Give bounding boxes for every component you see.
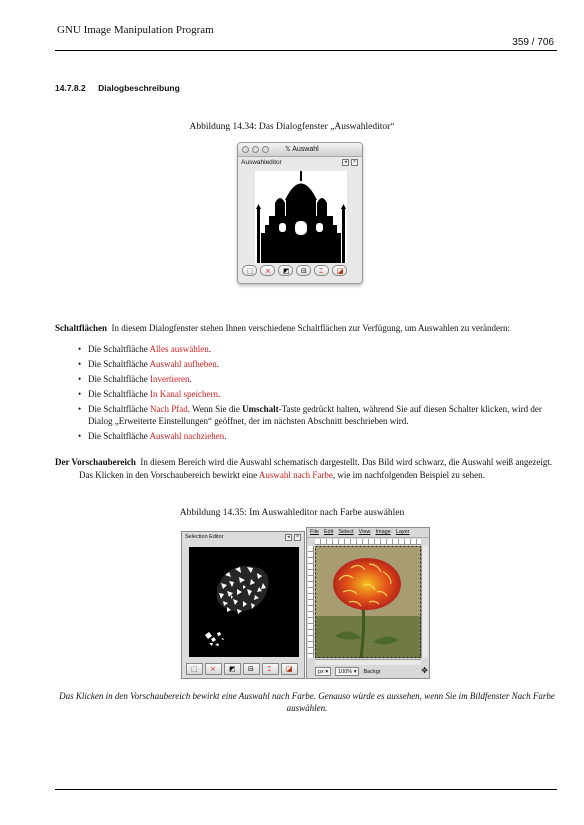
shift-key-label: Umschalt — [242, 404, 279, 414]
path-icon: ⌶ — [267, 665, 272, 673]
button-list — [78, 343, 560, 445]
preview-paragraph: Der Vorschaubereich In diesem Bereich wird die Auswahl schematisch dargestellt. Das Bild wird schwarz, die Auswahl weiß angezeigt. Das Klicken in den Vorschaubereich bewirkt eine Auswahl nach Farbe, wie im nachfolgenden Beispiel zu sehen. — [55, 457, 553, 480]
select-all-button[interactable] — [186, 663, 203, 675]
link-stroke-selection[interactable]: Auswahl nachziehen — [149, 431, 225, 441]
menu-edit[interactable]: Edit — [323, 529, 334, 535]
select-none-button[interactable] — [260, 265, 275, 276]
zoom-select[interactable]: 100% ▾ — [335, 667, 359, 676]
channel-icon: ⊟ — [248, 665, 254, 673]
select-all-icon: ⬚ — [191, 665, 198, 673]
menu-image[interactable]: Image — [375, 529, 391, 535]
invert-icon: ◩ — [229, 665, 236, 673]
menu-view[interactable]: View — [358, 529, 371, 535]
window-minimize-icon[interactable] — [252, 146, 259, 153]
status-bar — [315, 667, 381, 676]
invert-selection-button[interactable] — [224, 663, 241, 675]
auswahl-window — [237, 142, 363, 284]
select-all-button[interactable] — [242, 265, 257, 276]
to-path-button[interactable] — [262, 663, 279, 675]
image-menubar — [307, 528, 429, 538]
link-select-by-color[interactable]: Auswahl nach Farbe — [258, 470, 333, 480]
vertical-ruler[interactable] — [308, 546, 314, 658]
page-number: 359 / 706 — [512, 37, 554, 48]
selection-button-row — [242, 265, 347, 276]
section-heading — [55, 83, 180, 93]
list-item: • Die Schaltfläche In Kanal speichern. — [78, 388, 560, 400]
invert-icon: ◩ — [283, 267, 290, 275]
invert-selection-button[interactable] — [278, 265, 293, 276]
horizontal-ruler[interactable] — [315, 539, 421, 545]
window-close-icon[interactable] — [242, 146, 249, 153]
link-to-path[interactable]: Nach Pfad — [149, 404, 188, 414]
select-none-icon: × — [265, 267, 271, 275]
window-title: Auswahl — [292, 146, 319, 153]
menu-file[interactable]: File — [310, 529, 319, 535]
to-path-button[interactable] — [314, 265, 329, 276]
footer-rule — [55, 789, 557, 790]
vertical-scrollbar[interactable] — [421, 546, 428, 658]
stroke-icon: ◪ — [337, 267, 344, 275]
save-to-channel-button[interactable] — [243, 663, 260, 675]
list-item: • Die Schaltfläche Alles auswählen. — [78, 343, 560, 355]
dock-close-icon[interactable]: × — [351, 159, 358, 166]
stroke-selection-button[interactable] — [332, 265, 347, 276]
preview-label: Der Vorschaubereich — [55, 457, 136, 467]
running-header-title: GNU Image Manipulation Program — [57, 24, 214, 36]
selection-editor-dock — [181, 531, 305, 679]
list-item: • Die Schaltfläche Invertieren. — [78, 373, 560, 385]
unit-select[interactable]: px ▾ — [315, 667, 331, 676]
dock-menu-icon[interactable]: ◂ — [285, 534, 292, 541]
channel-icon: ⊟ — [301, 267, 307, 275]
buttons-paragraph — [55, 322, 559, 335]
selection-preview[interactable] — [255, 171, 347, 263]
link-select-none[interactable]: Auswahl aufheben — [149, 359, 217, 369]
dock-title: Auswahleditor — [241, 159, 282, 166]
dock-menu-icon[interactable]: ◂ — [342, 159, 349, 166]
stroke-icon: ◪ — [286, 665, 293, 673]
link-select-all[interactable]: Alles auswählen — [149, 344, 209, 354]
navigate-icon[interactable]: ✥ — [421, 666, 428, 675]
figure-1-caption: Abbildung 14.34: Das Dialogfenster „Auswahleditor“ — [189, 122, 395, 132]
dock-close-icon[interactable]: × — [294, 534, 301, 541]
header-rule — [55, 50, 557, 51]
buttons-intro: In diesem Dialogfenster stehen Ihnen verschiedene Schaltflächen zur Verfügung, um Auswahlen zu verändern: — [111, 323, 510, 333]
list-item: • Die Schaltfläche Auswahl aufheben. — [78, 358, 560, 370]
path-icon: ⌶ — [319, 267, 324, 275]
selection-button-row — [186, 663, 298, 675]
link-save-to-channel[interactable]: In Kanal speichern — [149, 389, 218, 399]
dock-header — [182, 532, 304, 544]
save-to-channel-button[interactable] — [296, 265, 311, 276]
link-invert[interactable]: Invertieren — [149, 374, 190, 384]
select-none-icon: × — [210, 665, 216, 673]
x11-icon: 𝕏 — [285, 146, 291, 153]
status-text: Backgr — [363, 668, 381, 675]
figure-2-text-caption: Das Klicken in den Vorschaubereich bewirkt eine Auswahl nach Farbe. Genauso würde es aussehen, wenn Sie im Bildfenster Nach Farbe auswählen. — [59, 691, 555, 713]
horizontal-scrollbar[interactable] — [315, 659, 421, 665]
stroke-selection-button[interactable] — [281, 663, 298, 675]
list-item: • Die Schaltfläche Nach Pfad. Wenn Sie die Umschalt-Taste gedrückt halten, während Sie auf diesen Schalter klicken, wird der Dialog „Erweiterte Einstellungen“ geöffnet, der im nächsten Abschnitt beschrieben wird. — [78, 403, 560, 427]
menu-select[interactable]: Select — [338, 529, 354, 535]
selection-preview[interactable] — [189, 547, 299, 657]
buttons-label: Schaltflächen — [55, 323, 108, 333]
section-title: Dialogbeschreibung — [98, 83, 180, 93]
dock-header — [238, 157, 362, 169]
window-zoom-icon[interactable] — [262, 146, 269, 153]
image-window — [306, 527, 430, 679]
window-titlebar[interactable] — [238, 143, 362, 157]
dock-title: Selection Editor — [185, 534, 224, 540]
select-none-button[interactable] — [205, 663, 222, 675]
image-canvas[interactable] — [315, 546, 421, 658]
figure-2-caption: Abbildung 14.35: Im Auswahleditor nach Farbe auswählen — [179, 508, 405, 518]
section-number: 14.7.8.2 — [55, 83, 86, 93]
menu-layer[interactable]: Layer — [395, 529, 410, 535]
list-item: • Die Schaltfläche Auswahl nachziehen. — [78, 430, 560, 442]
select-all-icon: ⬚ — [247, 267, 254, 275]
